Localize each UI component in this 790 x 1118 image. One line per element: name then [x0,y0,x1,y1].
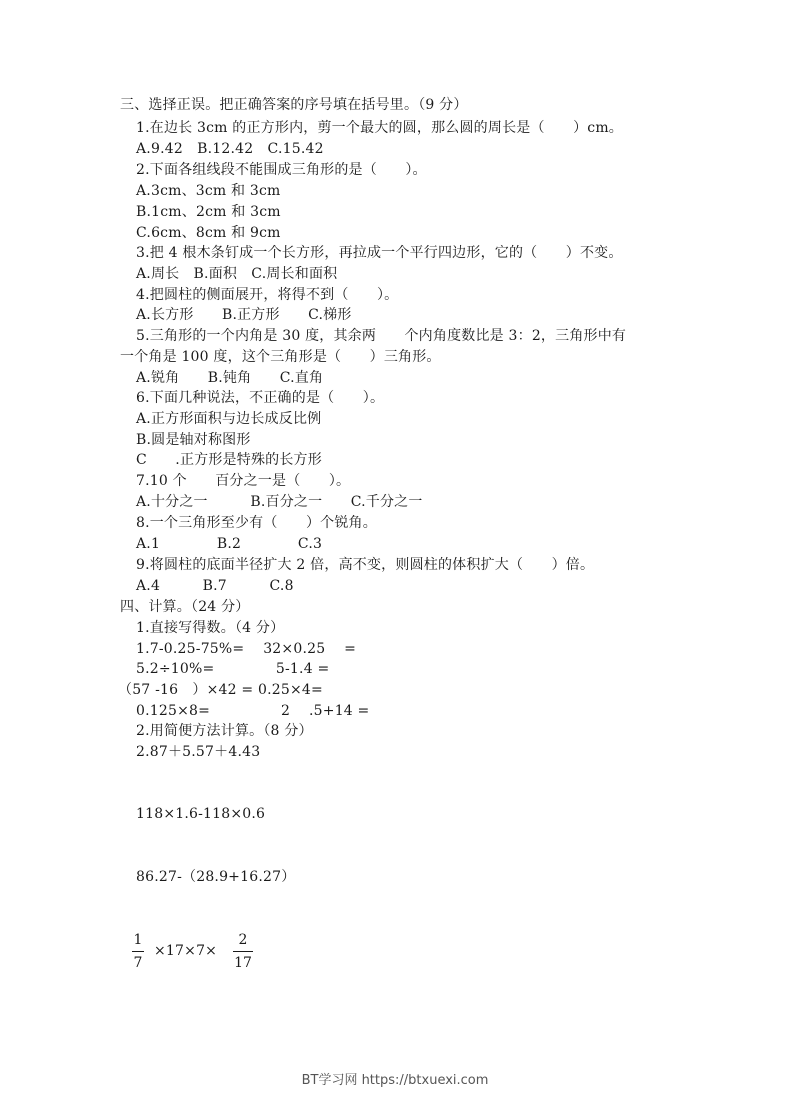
question-6-option-a: A.正方形面积与边长成反比例 [136,411,322,427]
fraction-1-bar [132,951,144,952]
question-1: 1.在边长 3cm 的正方形内，剪一个最大的圆，那么圆的周长是（ ）cm。 [136,120,623,136]
question-9: 9.将圆柱的底面半径扩大 2 倍，高不变，则圆柱的体积扩大（ ）倍。 [136,557,595,573]
question-2-option-b: B.1cm、2cm 和 3cm [136,204,281,220]
question-6: 6.下面几种说法，不正确的是（ ）。 [136,390,385,406]
question-2-option-a: A.3cm、3cm 和 3cm [136,183,281,199]
fraction-1-numerator: 1 [133,932,143,948]
section-4-heading: 四、计算。（24 分） [120,599,250,615]
fraction-2-numerator: 2 [238,932,248,948]
calc-row-2: 5.2÷10%= 5-1.4 = [136,661,330,677]
question-7: 7.10 个 百分之一是（ ）。 [136,473,351,489]
question-1-options: A.9.42 B.12.42 C.15.42 [136,141,324,157]
question-4-options: A.长方形 B.正方形 C.梯形 [136,307,352,323]
question-5-line-2: 一个角是 100 度，这个三角形是（ ）三角形。 [120,349,441,365]
fraction-1-over-7 [132,932,144,971]
simplify-problem-2: 118×1.6-118×0.6 [136,806,266,822]
section-3-heading: 三、选择正误。把正确答案的序号填在括号里。（9 分） [120,97,468,113]
question-8: 8.一个三角形至少有（ ）个锐角。 [136,515,377,531]
question-4: 4.把圆柱的侧面展开，将得不到（ ）。 [136,287,399,303]
simplify-problem-1: 2.87＋5.57＋4.43 [136,744,261,760]
footer-watermark: BT学习网 https://btxuexi.com [301,1073,489,1088]
calc-row-4: 0.125×8= 2 .5+14 = [136,703,370,719]
question-3-options: A.周长 B.面积 C.周长和面积 [136,266,338,282]
fraction-1-denominator: 7 [133,955,143,971]
question-2: 2.下面各组线段不能围成三角形的是（ ）。 [136,162,427,178]
question-3: 3.把 4 根木条钉成一个长方形，再拉成一个平行四边形，它的（ ）不变。 [136,245,623,261]
question-6-option-c: C .正方形是特殊的长方形 [136,452,322,468]
simplify-problem-3: 86.27-（28.9+16.27） [136,869,296,885]
calc-part-1-heading: 1.直接写得数。（4 分） [136,620,285,636]
question-6-option-b: B.圆是轴对称图形 [136,432,251,448]
question-7-options: A.十分之一 B.百分之一 C.千分之一 [136,494,423,510]
question-9-options: A.4 B.7 C.8 [136,578,294,594]
question-5-line-1: 5.三角形的一个内角是 30 度，其余两 个内角度数比是 3：2，三角形中有 [136,328,627,344]
calc-part-2-heading: 2.用简便方法计算。（8 分） [136,723,313,739]
fraction-2-denominator: 17 [234,955,252,971]
fraction-2-over-17 [233,932,253,971]
question-5-options: A.锐角 B.钝角 C.直角 [136,370,324,386]
question-8-options: A.1 B.2 C.3 [136,536,323,552]
calc-row-3: （57 -16 ）×42 = 0.25×4= [118,682,323,698]
fraction-2-bar [233,951,253,952]
question-2-option-c: C.6cm、8cm 和 9cm [136,225,281,241]
fraction-expression-middle: ×17×7× [154,943,218,959]
calc-row-1: 1.7-0.25-75%= 32×0.25 = [136,641,357,657]
